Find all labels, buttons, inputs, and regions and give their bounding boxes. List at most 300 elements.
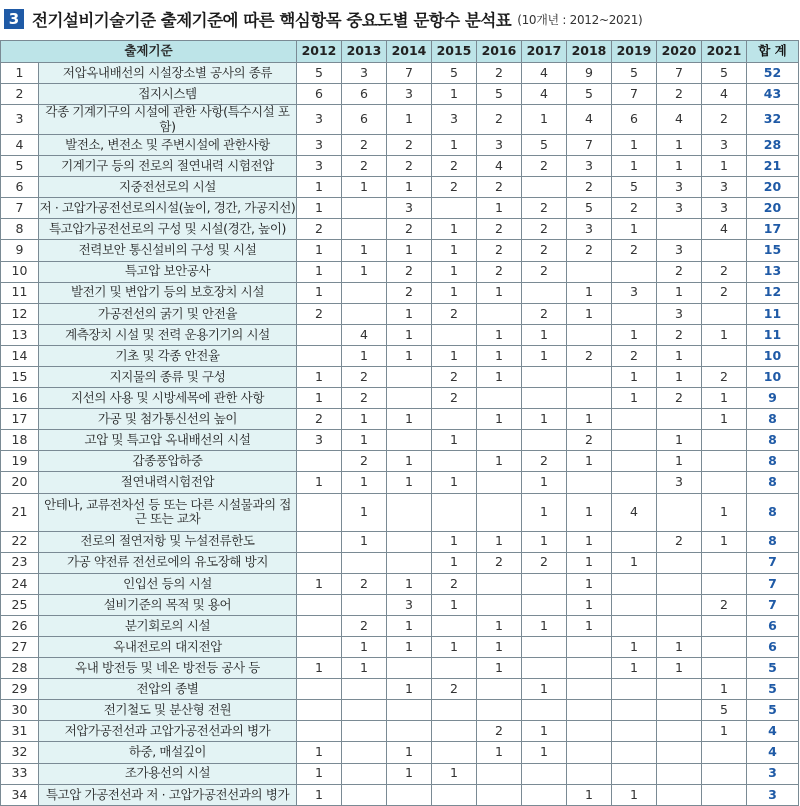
cell-count: 6 — [297, 84, 342, 105]
cell-count — [522, 366, 567, 387]
cell-count: 1 — [702, 324, 747, 345]
table-row — [1, 177, 799, 198]
cell-count: 1 — [477, 409, 522, 430]
cell-count — [297, 615, 342, 636]
cell-count: 2 — [567, 345, 612, 366]
cell-count — [522, 658, 567, 679]
row-number: 11 — [1, 282, 39, 303]
cell-count — [432, 409, 477, 430]
cell-count: 2 — [432, 177, 477, 198]
table-row — [1, 594, 799, 615]
cell-count: 3 — [297, 430, 342, 451]
cell-count — [432, 615, 477, 636]
cell-count — [342, 219, 387, 240]
cell-count: 2 — [477, 261, 522, 282]
cell-count: 1 — [567, 573, 612, 594]
cell-count: 1 — [567, 451, 612, 472]
cell-count: 1 — [432, 552, 477, 573]
cell-count: 9 — [567, 63, 612, 84]
cell-count: 3 — [657, 198, 702, 219]
header-criteria: 출제기준 — [1, 41, 297, 63]
cell-count: 1 — [702, 409, 747, 430]
cell-count: 1 — [342, 345, 387, 366]
cell-count: 2 — [297, 219, 342, 240]
cell-count: 2 — [612, 345, 657, 366]
cell-count — [522, 763, 567, 784]
cell-count: 2 — [477, 552, 522, 573]
cell-count: 1 — [387, 679, 432, 700]
cell-count: 1 — [477, 742, 522, 763]
cell-count — [297, 700, 342, 721]
cell-count — [342, 742, 387, 763]
cell-count: 2 — [522, 219, 567, 240]
row-criteria: 발전기 및 변압기 등의 보호장치 시설 — [39, 282, 297, 303]
cell-count: 3 — [432, 105, 477, 135]
cell-count: 2 — [522, 240, 567, 261]
cell-count: 1 — [612, 658, 657, 679]
row-number: 18 — [1, 430, 39, 451]
cell-count: 1 — [477, 451, 522, 472]
cell-count — [432, 451, 477, 472]
cell-count: 2 — [657, 388, 702, 409]
row-total: 32 — [747, 105, 799, 135]
cell-count: 3 — [477, 134, 522, 155]
cell-count: 1 — [387, 177, 432, 198]
row-total: 8 — [747, 531, 799, 552]
row-total: 3 — [747, 763, 799, 784]
cell-count: 1 — [702, 679, 747, 700]
cell-count: 3 — [702, 177, 747, 198]
row-total: 7 — [747, 573, 799, 594]
row-number: 22 — [1, 531, 39, 552]
cell-count: 2 — [657, 261, 702, 282]
cell-count — [477, 388, 522, 409]
row-criteria: 특고압 보안공사 — [39, 261, 297, 282]
row-number: 29 — [1, 679, 39, 700]
row-criteria: 설비기준의 목적 및 용어 — [39, 594, 297, 615]
cell-count: 1 — [432, 430, 477, 451]
row-number: 1 — [1, 63, 39, 84]
cell-count: 2 — [522, 303, 567, 324]
cell-count — [297, 679, 342, 700]
row-total: 8 — [747, 409, 799, 430]
cell-count — [612, 531, 657, 552]
cell-count: 1 — [567, 615, 612, 636]
cell-count: 3 — [387, 198, 432, 219]
header-year: 2017 — [522, 41, 567, 63]
cell-count — [657, 573, 702, 594]
cell-count: 1 — [297, 784, 342, 805]
cell-count — [702, 472, 747, 493]
cell-count: 1 — [612, 324, 657, 345]
table-row — [1, 451, 799, 472]
row-number: 27 — [1, 637, 39, 658]
cell-count: 2 — [387, 282, 432, 303]
cell-count: 1 — [612, 219, 657, 240]
cell-count — [612, 742, 657, 763]
cell-count — [612, 409, 657, 430]
cell-count: 1 — [387, 451, 432, 472]
cell-count — [702, 658, 747, 679]
row-total: 7 — [747, 552, 799, 573]
cell-count: 1 — [477, 531, 522, 552]
row-number: 16 — [1, 388, 39, 409]
header-row — [1, 41, 799, 63]
row-criteria: 고압 및 특고압 옥내배선의 시설 — [39, 430, 297, 451]
cell-count: 2 — [522, 552, 567, 573]
cell-count — [432, 493, 477, 531]
row-total: 28 — [747, 134, 799, 155]
cell-count — [612, 451, 657, 472]
cell-count: 1 — [432, 594, 477, 615]
cell-count — [387, 552, 432, 573]
cell-count: 5 — [477, 84, 522, 105]
cell-count — [702, 451, 747, 472]
row-total: 11 — [747, 303, 799, 324]
cell-count: 1 — [567, 531, 612, 552]
table-row — [1, 472, 799, 493]
row-number: 9 — [1, 240, 39, 261]
cell-count: 2 — [387, 219, 432, 240]
table-row — [1, 105, 799, 135]
row-number: 15 — [1, 366, 39, 387]
cell-count: 2 — [612, 240, 657, 261]
cell-count: 1 — [342, 637, 387, 658]
row-number: 30 — [1, 700, 39, 721]
cell-count: 7 — [387, 63, 432, 84]
row-number: 8 — [1, 219, 39, 240]
header-year: 2019 — [612, 41, 657, 63]
row-criteria: 인입선 등의 시설 — [39, 573, 297, 594]
row-total: 6 — [747, 615, 799, 636]
cell-count — [612, 763, 657, 784]
cell-count — [297, 451, 342, 472]
cell-count: 2 — [432, 366, 477, 387]
cell-count: 3 — [342, 63, 387, 84]
table-row — [1, 84, 799, 105]
cell-count — [702, 552, 747, 573]
cell-count: 7 — [567, 134, 612, 155]
row-total: 3 — [747, 784, 799, 805]
cell-count: 1 — [657, 658, 702, 679]
cell-count: 1 — [522, 105, 567, 135]
cell-count: 2 — [432, 156, 477, 177]
cell-count: 2 — [702, 366, 747, 387]
table-row — [1, 658, 799, 679]
cell-count — [477, 700, 522, 721]
cell-count: 5 — [432, 63, 477, 84]
cell-count — [567, 700, 612, 721]
row-number: 6 — [1, 177, 39, 198]
header-year: 2012 — [297, 41, 342, 63]
cell-count — [567, 472, 612, 493]
cell-count: 3 — [657, 472, 702, 493]
cell-count: 3 — [657, 303, 702, 324]
cell-count: 2 — [342, 366, 387, 387]
row-total: 8 — [747, 451, 799, 472]
cell-count — [432, 700, 477, 721]
cell-count — [477, 472, 522, 493]
cell-count: 4 — [567, 105, 612, 135]
row-criteria: 지중전선로의 시설 — [39, 177, 297, 198]
cell-count: 2 — [567, 177, 612, 198]
cell-count: 3 — [297, 156, 342, 177]
cell-count — [657, 763, 702, 784]
cell-count: 1 — [297, 198, 342, 219]
cell-count: 1 — [297, 658, 342, 679]
cell-count: 1 — [432, 219, 477, 240]
row-criteria: 계측장치 시설 및 전력 운용기기의 시설 — [39, 324, 297, 345]
cell-count: 6 — [612, 105, 657, 135]
cell-count: 1 — [657, 134, 702, 155]
cell-count — [702, 240, 747, 261]
cell-count: 1 — [342, 261, 387, 282]
cell-count: 3 — [612, 282, 657, 303]
cell-count — [567, 742, 612, 763]
cell-count: 1 — [432, 261, 477, 282]
cell-count: 2 — [342, 451, 387, 472]
cell-count: 2 — [612, 198, 657, 219]
cell-count — [657, 721, 702, 742]
cell-count: 1 — [522, 324, 567, 345]
cell-count: 1 — [342, 430, 387, 451]
cell-count — [297, 552, 342, 573]
cell-count — [567, 763, 612, 784]
cell-count — [342, 763, 387, 784]
table-row — [1, 240, 799, 261]
cell-count: 1 — [342, 531, 387, 552]
cell-count — [567, 679, 612, 700]
cell-count: 1 — [387, 742, 432, 763]
cell-count: 3 — [297, 134, 342, 155]
cell-count: 1 — [342, 177, 387, 198]
cell-count — [432, 658, 477, 679]
row-number: 10 — [1, 261, 39, 282]
cell-count — [522, 388, 567, 409]
table-row — [1, 219, 799, 240]
cell-count: 1 — [387, 303, 432, 324]
cell-count — [657, 615, 702, 636]
row-number: 28 — [1, 658, 39, 679]
cell-count — [432, 784, 477, 805]
row-total: 10 — [747, 366, 799, 387]
table-row — [1, 430, 799, 451]
cell-count: 1 — [342, 409, 387, 430]
cell-count — [387, 658, 432, 679]
cell-count — [657, 679, 702, 700]
cell-count: 2 — [432, 573, 477, 594]
cell-count — [387, 388, 432, 409]
cell-count — [612, 261, 657, 282]
row-criteria: 지지물의 종류 및 구성 — [39, 366, 297, 387]
cell-count: 1 — [432, 240, 477, 261]
cell-count — [522, 430, 567, 451]
table-row — [1, 409, 799, 430]
cell-count — [612, 700, 657, 721]
row-number: 19 — [1, 451, 39, 472]
row-total: 8 — [747, 472, 799, 493]
cell-count: 1 — [387, 763, 432, 784]
cell-count — [567, 324, 612, 345]
row-number: 12 — [1, 303, 39, 324]
cell-count: 3 — [657, 177, 702, 198]
cell-count: 2 — [432, 679, 477, 700]
cell-count: 1 — [567, 784, 612, 805]
cell-count: 1 — [297, 366, 342, 387]
row-total: 10 — [747, 345, 799, 366]
cell-count: 1 — [567, 409, 612, 430]
table-row — [1, 573, 799, 594]
cell-count — [657, 594, 702, 615]
header-year: 2018 — [567, 41, 612, 63]
cell-count: 1 — [387, 324, 432, 345]
cell-count: 1 — [342, 240, 387, 261]
cell-count — [612, 303, 657, 324]
cell-count: 5 — [612, 177, 657, 198]
row-criteria: 옥내전로의 대지전압 — [39, 637, 297, 658]
cell-count: 1 — [477, 282, 522, 303]
cell-count: 1 — [342, 493, 387, 531]
cell-count: 4 — [702, 84, 747, 105]
row-criteria: 전로의 절연저항 및 누설전류한도 — [39, 531, 297, 552]
row-criteria: 지선의 사용 및 시방세목에 관한 사항 — [39, 388, 297, 409]
cell-count: 1 — [432, 282, 477, 303]
row-number: 33 — [1, 763, 39, 784]
cell-count: 1 — [387, 472, 432, 493]
cell-count: 2 — [522, 156, 567, 177]
page-title — [4, 6, 642, 32]
cell-count: 1 — [432, 345, 477, 366]
cell-count: 1 — [387, 105, 432, 135]
cell-count — [702, 742, 747, 763]
cell-count — [702, 430, 747, 451]
cell-count — [612, 430, 657, 451]
cell-count — [297, 531, 342, 552]
row-total: 52 — [747, 63, 799, 84]
cell-count: 1 — [657, 282, 702, 303]
cell-count — [702, 763, 747, 784]
row-criteria: 전력보안 통신설비의 구성 및 시설 — [39, 240, 297, 261]
row-criteria: 특고압 가공전선과 저 · 고압가공전선과의 병가 — [39, 784, 297, 805]
cell-count — [702, 303, 747, 324]
cell-count — [432, 324, 477, 345]
cell-count: 2 — [657, 324, 702, 345]
cell-count — [657, 700, 702, 721]
cell-count — [297, 721, 342, 742]
cell-count: 2 — [522, 451, 567, 472]
cell-count: 3 — [567, 156, 612, 177]
cell-count: 2 — [702, 282, 747, 303]
row-total: 13 — [747, 261, 799, 282]
cell-count: 2 — [342, 388, 387, 409]
cell-count — [387, 721, 432, 742]
cell-count — [657, 409, 702, 430]
cell-count: 1 — [342, 658, 387, 679]
table-row — [1, 303, 799, 324]
row-criteria: 발전소, 변전소 및 주변시설에 관한사항 — [39, 134, 297, 155]
cell-count: 1 — [297, 177, 342, 198]
cell-count: 1 — [522, 615, 567, 636]
cell-count — [297, 345, 342, 366]
row-criteria: 조가용선의 시설 — [39, 763, 297, 784]
row-total: 43 — [747, 84, 799, 105]
cell-count — [477, 594, 522, 615]
row-criteria: 저 · 고압가공전선로의시설(높이, 경간, 가공지선) — [39, 198, 297, 219]
cell-count: 2 — [297, 303, 342, 324]
table-row — [1, 156, 799, 177]
cell-count — [657, 784, 702, 805]
title-main: 전기설비기술기준 출제기준에 따른 핵심항목 중요도별 문항수 분석표 — [32, 11, 512, 30]
cell-count: 7 — [612, 84, 657, 105]
cell-count: 1 — [567, 493, 612, 531]
row-number: 34 — [1, 784, 39, 805]
cell-count: 1 — [432, 637, 477, 658]
cell-count — [612, 615, 657, 636]
row-total: 15 — [747, 240, 799, 261]
cell-count: 1 — [522, 409, 567, 430]
cell-count: 2 — [702, 105, 747, 135]
cell-count: 5 — [702, 63, 747, 84]
row-total: 20 — [747, 177, 799, 198]
cell-count: 1 — [477, 345, 522, 366]
cell-count — [522, 177, 567, 198]
row-total: 5 — [747, 658, 799, 679]
cell-count — [297, 637, 342, 658]
table-row — [1, 282, 799, 303]
row-criteria: 기초 및 각종 안전율 — [39, 345, 297, 366]
cell-count — [387, 493, 432, 531]
cell-count: 3 — [702, 134, 747, 155]
cell-count: 2 — [522, 261, 567, 282]
table-row — [1, 366, 799, 387]
cell-count: 1 — [477, 198, 522, 219]
cell-count: 1 — [297, 763, 342, 784]
cell-count — [477, 763, 522, 784]
cell-count — [342, 784, 387, 805]
cell-count: 5 — [567, 198, 612, 219]
row-criteria: 옥내 방전등 및 네온 방전등 공사 등 — [39, 658, 297, 679]
cell-count: 1 — [477, 658, 522, 679]
cell-count — [522, 700, 567, 721]
row-total: 20 — [747, 198, 799, 219]
cell-count: 1 — [432, 763, 477, 784]
cell-count: 1 — [297, 573, 342, 594]
cell-count: 3 — [387, 84, 432, 105]
row-criteria: 가공전선의 굵기 및 안전율 — [39, 303, 297, 324]
table-row — [1, 679, 799, 700]
row-criteria: 각종 기계기구의 시설에 관한 사항(특수시설 포함) — [39, 105, 297, 135]
row-number: 4 — [1, 134, 39, 155]
cell-count: 2 — [387, 261, 432, 282]
cell-count — [567, 721, 612, 742]
cell-count: 2 — [387, 156, 432, 177]
cell-count: 1 — [702, 721, 747, 742]
row-total: 21 — [747, 156, 799, 177]
row-number: 32 — [1, 742, 39, 763]
cell-count: 2 — [432, 388, 477, 409]
row-criteria: 분기회로의 시설 — [39, 615, 297, 636]
cell-count: 1 — [702, 493, 747, 531]
cell-count: 1 — [522, 531, 567, 552]
cell-count: 1 — [657, 156, 702, 177]
row-number: 3 — [1, 105, 39, 135]
row-total: 7 — [747, 594, 799, 615]
cell-count: 1 — [387, 637, 432, 658]
cell-count: 1 — [702, 388, 747, 409]
table-row — [1, 763, 799, 784]
row-total: 8 — [747, 430, 799, 451]
cell-count: 4 — [702, 219, 747, 240]
